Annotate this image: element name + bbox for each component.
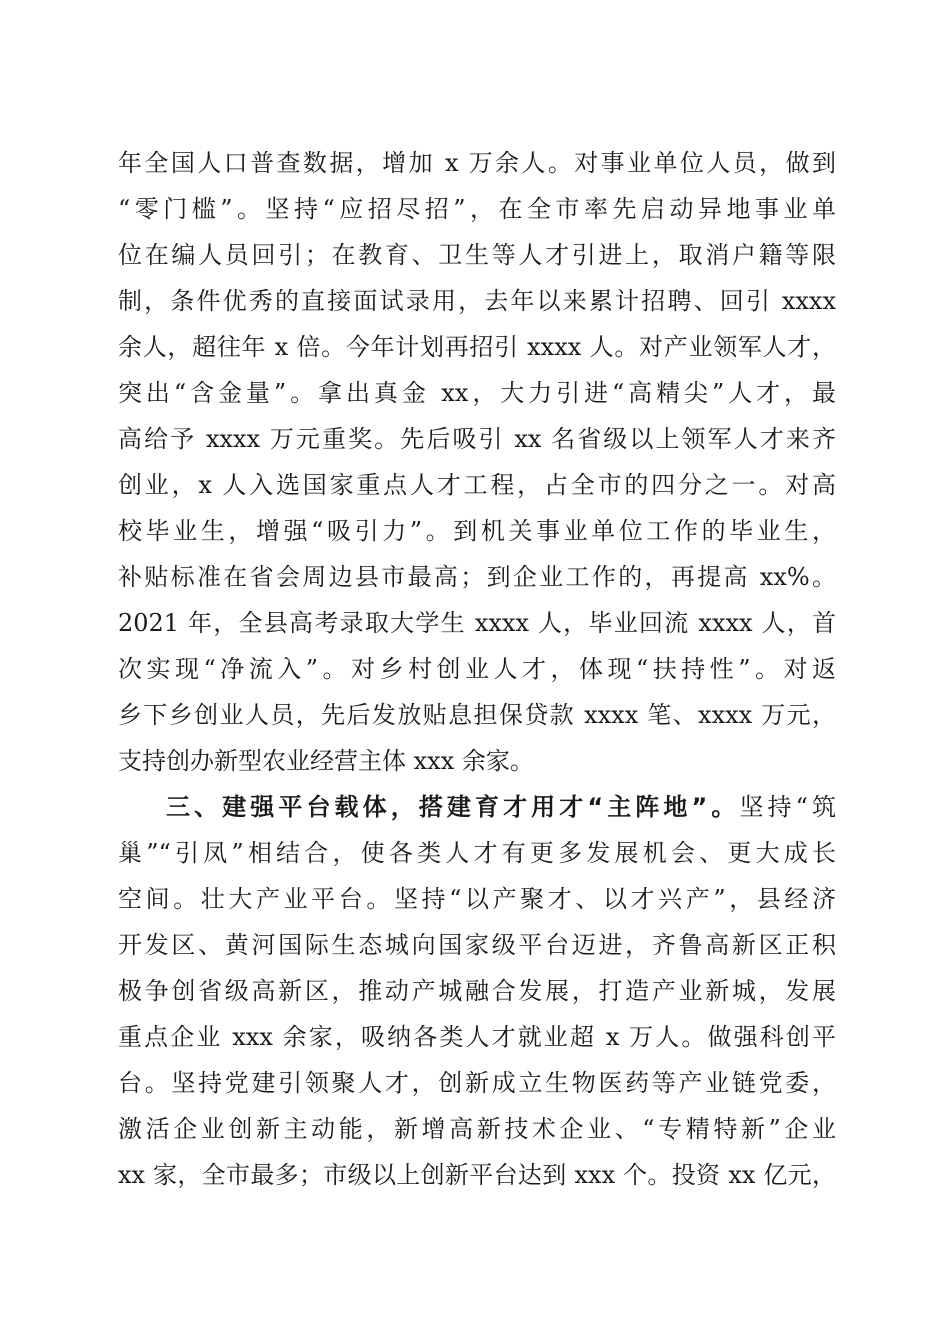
section-heading: 三、建强平台载体，搭建育才用才“主阵地”。 [166, 793, 740, 821]
text-line: 开发区、黄河国际生态城向国家级平台迈进，齐鲁高新区正积 [118, 931, 836, 959]
paragraph-platform-building [118, 784, 836, 1198]
text-line: 次实现“净流入”。对乡村创业人才，体现“扶持性”。对返 [118, 655, 836, 683]
text-line: “零门槛”。坚持“应招尽招”，在全市率先启动异地事业单 [118, 195, 836, 223]
document-body [118, 140, 836, 1198]
text-line: 支持创办新型农业经营主体 xxx 余家。 [118, 747, 534, 775]
section-heading-continuation: 坚持“筑 [739, 793, 836, 821]
text-line: 巢”“引凤”相结合，使各类人才有更多发展机会、更大成长 [118, 839, 836, 867]
text-line: 2021 年，全县高考录取大学生 xxxx 人，毕业回流 xxxx 人，首 [118, 609, 836, 637]
text-line: 补贴标准在省会周边县市最高；到企业工作的，再提高 xx%。 [118, 563, 836, 591]
section-first-line [118, 784, 836, 830]
text-line: 乡下乡创业人员，先后发放贴息担保贷款 xxxx 笔、xxxx 万元， [118, 701, 836, 729]
text-line: 余人，超往年 x 倍。今年计划再招引 xxxx 人。对产业领军人才， [118, 333, 836, 361]
text-line: 位在编人员回引；在教育、卫生等人才引进上，取消户籍等限 [118, 241, 836, 269]
text-line: 创业，x 人入选国家重点人才工程，占全市的四分之一。对高 [118, 471, 836, 499]
text-line: 重点企业 xxx 余家，吸纳各类人才就业超 x 万人。做强科创平 [118, 1023, 836, 1051]
text-line: 空间。壮大产业平台。坚持“以产聚才、以才兴产”，县经济 [118, 885, 836, 913]
paragraph-talent-recruitment [118, 140, 836, 784]
text-line: 年全国人口普查数据，增加 x 万余人。对事业单位人员，做到 [118, 149, 836, 177]
text-line: 台。坚持党建引领聚人才，创新成立生物医药等产业链党委， [118, 1069, 836, 1097]
text-line: 高给予 xxxx 万元重奖。先后吸引 xx 名省级以上领军人才来齐 [118, 425, 836, 453]
text-line: 突出“含金量”。拿出真金 xx，大力引进“高精尖”人才，最 [118, 379, 836, 407]
text-line: 极争创省级高新区，推动产城融合发展，打造产业新城，发展 [118, 977, 836, 1005]
text-line: xx 家，全市最多；市级以上创新平台达到 xxx 个。投资 xx 亿元， [118, 1161, 836, 1189]
text-line: 激活企业创新主动能，新增高新技术企业、“专精特新”企业 [118, 1115, 836, 1143]
text-line: 制，条件优秀的直接面试录用，去年以来累计招聘、回引 xxxx [118, 287, 836, 315]
text-line: 校毕业生，增强“吸引力”。到机关事业单位工作的毕业生， [118, 517, 836, 545]
